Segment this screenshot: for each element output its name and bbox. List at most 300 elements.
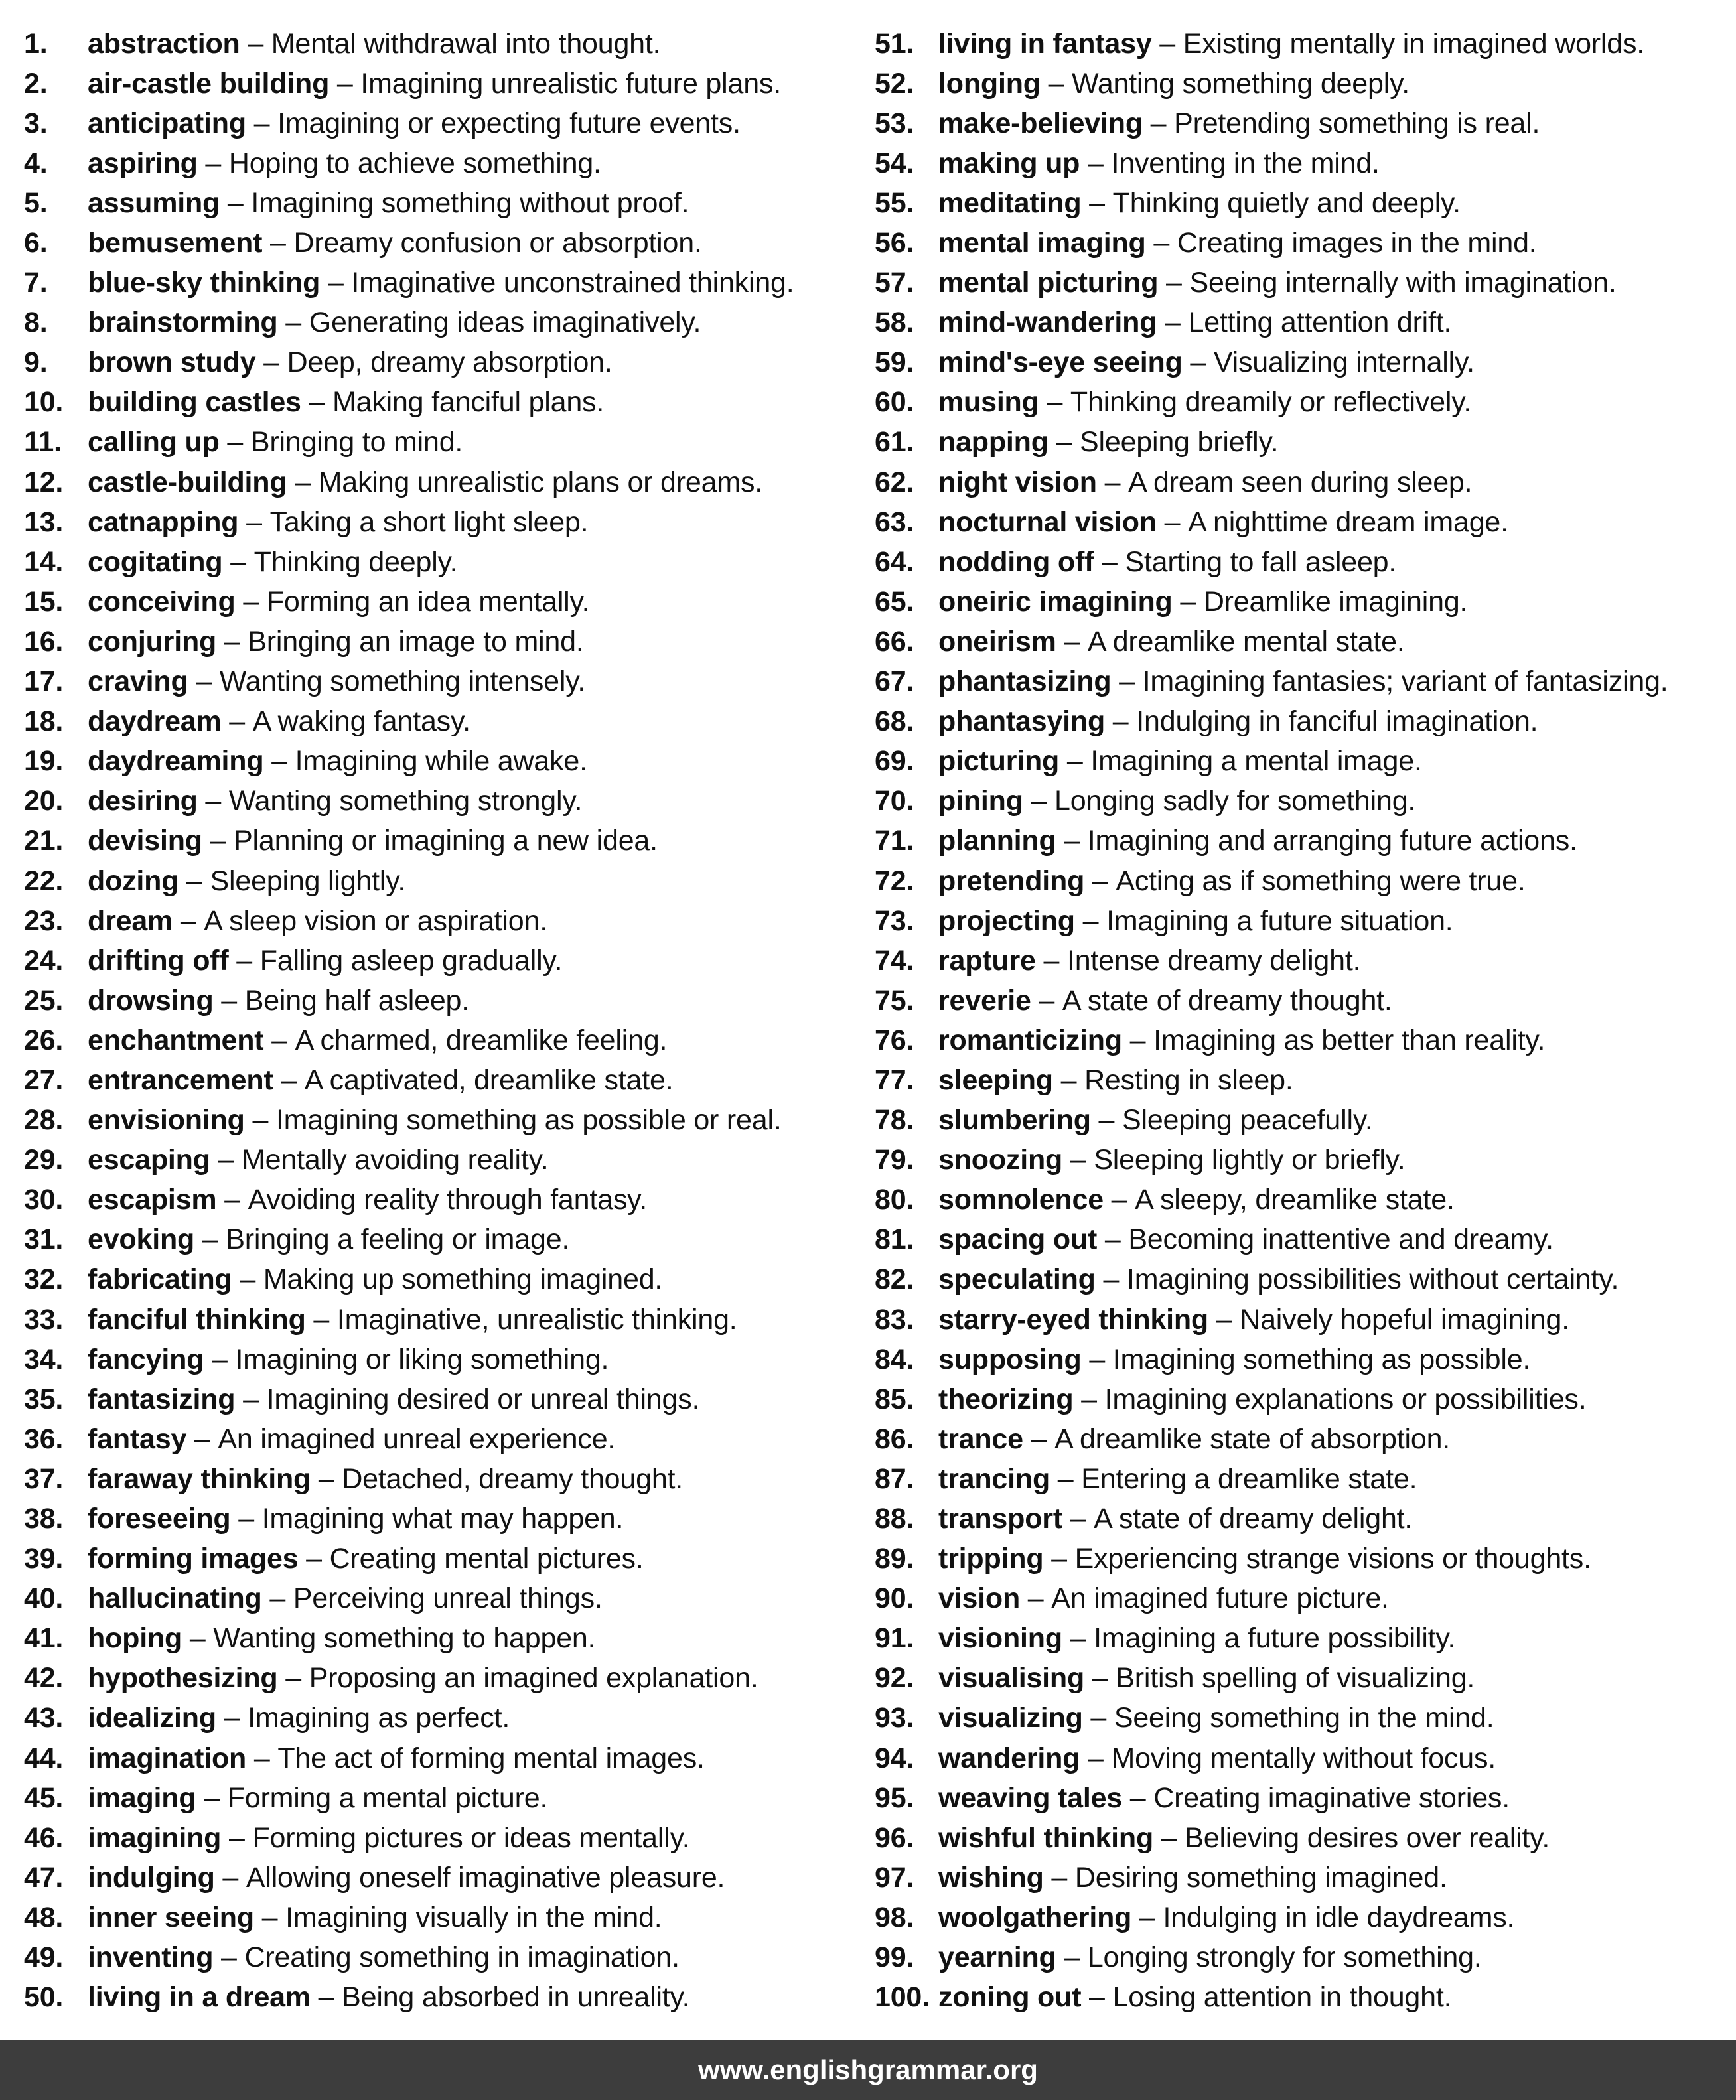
item-definition: Imagining desired or unreal things. [266,1383,700,1415]
list-item [24,502,794,542]
item-separator: – [188,665,220,698]
list-item [24,263,794,303]
list-item [875,622,1668,662]
item-term: rapture [938,944,1036,977]
item-separator: – [1095,1263,1127,1296]
item-number: 85. [875,1383,914,1415]
item-definition: Wanting something intensely. [219,665,586,698]
item-definition: Believing desires over reality. [1185,1821,1550,1854]
item-number: 93. [875,1702,914,1734]
item-definition: A state of dreamy thought. [1062,984,1392,1016]
list-item [875,1300,1668,1340]
item-term: hallucinating [88,1582,262,1615]
item-number: 17. [24,665,64,698]
list-item [24,343,794,383]
list-item [875,1020,1668,1060]
item-number: 28. [24,1104,64,1137]
item-separator: – [320,267,352,299]
item-number: 70. [875,785,914,817]
list-item [24,542,794,582]
item-term: snoozing [938,1144,1063,1176]
item-term: weaving tales [938,1782,1123,1814]
item-term: woolgathering [938,1901,1132,1933]
list-item [875,1978,1668,2018]
list-item [24,104,794,143]
item-number: 72. [875,865,914,897]
item-separator: – [263,745,295,778]
item-term: evoking [88,1224,195,1256]
item-number: 100. [875,1981,930,2014]
item-number: 16. [24,625,64,658]
item-term: planning [938,825,1056,857]
list-item [24,1619,794,1659]
item-term: reverie [938,984,1031,1016]
list-item [24,821,794,861]
item-term: nodding off [938,545,1094,578]
item-term: hypothesizing [88,1662,278,1695]
list-item [24,622,794,662]
item-term: fantasizing [88,1383,236,1415]
item-term: hoping [88,1622,182,1655]
list-item [24,1898,794,1937]
item-definition: Forming pictures or ideas mentally. [252,1821,690,1854]
item-definition: A state of dreamy delight. [1094,1503,1413,1535]
item-number: 54. [875,147,914,179]
item-definition: Making fanciful plans. [332,386,605,419]
item-separator: – [1040,67,1072,100]
list-item [24,423,794,462]
item-separator: – [179,865,210,897]
item-number: 83. [875,1303,914,1336]
item-definition: Thinking dreamily or reflectively. [1070,386,1472,419]
item-definition: Hoping to achieve something. [228,147,601,179]
item-definition: Seeing internally with imagination. [1189,267,1617,299]
list-item [875,462,1668,502]
item-separator: – [287,466,319,498]
item-number: 4. [24,147,48,179]
item-separator: – [186,1423,218,1455]
item-number: 18. [24,705,64,738]
list-item [875,1101,1668,1141]
item-definition: Bringing a feeling or image. [226,1224,570,1256]
item-term: pretending [938,865,1085,897]
list-item [24,1738,794,1778]
item-term: mind's-eye seeing [938,346,1183,379]
item-number: 56. [875,227,914,259]
item-number: 38. [24,1503,64,1535]
item-term: escapism [88,1184,217,1216]
item-number: 22. [24,865,64,897]
list-item [24,1978,794,2018]
item-definition: Sleeping lightly. [210,865,406,897]
item-number: 35. [24,1383,64,1415]
list-item [24,24,794,64]
list-item [875,981,1668,1020]
item-definition: A dreamlike mental state. [1087,625,1405,658]
item-definition: Desiring something imagined. [1074,1861,1447,1894]
item-definition: Imagining explanations or possibilities. [1104,1383,1587,1415]
item-term: forming images [88,1543,299,1575]
list-item [875,223,1668,263]
item-term: theorizing [938,1383,1074,1415]
item-number: 26. [24,1024,64,1056]
list-item [875,1898,1668,1937]
list-item [24,1260,794,1300]
item-term: speculating [938,1263,1096,1296]
item-term: brainstorming [88,307,278,339]
item-definition: An imagined unreal experience. [218,1423,616,1455]
item-number: 90. [875,1582,914,1615]
item-separator: – [1156,506,1189,538]
list-item [24,941,794,981]
item-definition: Seeing something in the mind. [1114,1702,1494,1734]
list-item [875,343,1668,383]
item-definition: Falling asleep gradually. [259,944,563,977]
list-item [875,263,1668,303]
item-separator: – [1062,1503,1094,1535]
item-term: somnolence [938,1184,1104,1216]
item-term: tripping [938,1543,1044,1575]
list-item [875,582,1668,622]
item-definition: Sleeping peacefully. [1121,1104,1373,1137]
list-item [24,861,794,901]
item-term: craving [88,665,188,698]
item-separator: – [1105,705,1137,738]
item-separator: – [1094,545,1125,578]
item-term: making up [938,147,1080,179]
item-definition: Making unrealistic plans or dreams. [318,466,762,498]
item-number: 41. [24,1622,64,1655]
item-term: living in fantasy [938,27,1152,60]
list-item [875,303,1668,343]
item-separator: – [1151,27,1183,60]
item-separator: – [1023,785,1054,817]
list-item [875,1260,1668,1300]
item-separator: – [1090,1104,1122,1137]
item-term: entrancement [88,1064,273,1096]
item-separator: – [1080,147,1112,179]
item-term: assuming [88,186,220,219]
item-term: phantasizing [938,665,1112,698]
item-number: 14. [24,545,64,578]
item-term: idealizing [88,1702,216,1734]
item-definition: A dream seen during sleep. [1128,466,1473,498]
list-item [875,24,1668,64]
item-definition: Detached, dreamy thought. [342,1462,684,1495]
item-separator: – [1158,267,1190,299]
item-term: mind-wandering [938,307,1157,339]
list-item [24,1579,794,1619]
item-number: 45. [24,1782,64,1814]
item-separator: – [238,506,270,538]
item-term: wishing [938,1861,1044,1894]
item-definition: Visualizing internally. [1213,346,1475,379]
item-term: imagining [88,1821,222,1854]
item-separator: – [1182,346,1214,379]
item-separator: – [1043,1543,1075,1575]
item-separator: – [1122,1782,1154,1814]
item-definition: Forming a mental picture. [227,1782,548,1814]
list-item [24,1020,794,1060]
item-number: 8. [24,307,48,339]
item-number: 69. [875,745,914,778]
item-number: 37. [24,1462,64,1495]
list-item [875,183,1668,223]
item-definition: Deep, dreamy absorption. [287,346,613,379]
item-separator: – [1023,1423,1055,1455]
item-number: 3. [24,107,48,139]
item-separator: – [301,386,332,419]
item-separator: – [1145,227,1177,259]
list-item [24,1180,794,1220]
item-definition: Thinking quietly and deeply. [1112,186,1461,219]
item-separator: – [230,1503,262,1535]
item-separator: – [216,625,248,658]
item-number: 99. [875,1941,914,1974]
item-definition: Imagining as perfect. [248,1702,510,1734]
item-term: wandering [938,1742,1080,1774]
item-definition: Proposing an imagined explanation. [309,1662,759,1695]
item-number: 63. [875,506,914,538]
item-number: 61. [875,426,914,458]
item-separator: – [1062,1622,1094,1655]
item-definition: Experiencing strange visions or thoughts. [1074,1543,1591,1575]
list-item [24,742,794,782]
item-term: dream [88,904,173,937]
item-term: blue-sky thinking [88,267,321,299]
item-separator: – [1074,904,1107,937]
item-separator: – [1084,1662,1116,1695]
list-item [24,383,794,423]
item-definition: Creating something in imagination. [244,1941,680,1974]
item-definition: Losing attention in thought. [1112,1981,1452,2014]
item-definition: Imagining possibilities without certainty. [1126,1263,1619,1296]
item-separator: – [216,1702,248,1734]
item-separator: – [310,1981,342,2014]
item-separator: – [1056,625,1088,658]
list-item [24,981,794,1020]
item-definition: Inventing in the mind. [1111,147,1380,179]
list-item [875,1539,1668,1579]
item-number: 74. [875,944,914,977]
item-number: 6. [24,227,48,259]
item-number: 23. [24,904,64,937]
item-number: 44. [24,1742,64,1774]
item-separator: – [1153,1821,1185,1854]
list-item [875,423,1668,462]
item-separator: – [232,1263,263,1296]
item-separator: – [1131,1901,1163,1933]
item-term: imaging [88,1782,196,1814]
item-term: trancing [938,1462,1050,1495]
item-term: air-castle building [88,67,330,100]
word-list-column-left [24,24,794,2018]
item-definition: Creating mental pictures. [329,1543,644,1575]
item-definition: Imagining while awake. [295,745,587,778]
item-definition: Existing mentally in imagined worlds. [1183,27,1645,60]
item-separator: – [221,1821,253,1854]
item-term: inventing [88,1941,214,1974]
item-separator: – [173,904,204,937]
item-term: devising [88,825,202,857]
list-item [875,1938,1668,1978]
item-number: 1. [24,27,48,60]
item-number: 59. [875,346,914,379]
item-term: meditating [938,186,1082,219]
list-item [24,1858,794,1898]
item-definition: Creating imaginative stories. [1153,1782,1510,1814]
item-separator: – [277,1662,309,1695]
item-number: 89. [875,1543,914,1575]
item-separator: – [1081,1981,1113,2014]
item-number: 60. [875,386,914,419]
item-definition: Bringing to mind. [250,426,463,458]
item-number: 62. [875,466,914,498]
item-term: abstraction [88,27,240,60]
list-item [24,1659,794,1699]
item-definition: Imaginative unconstrained thinking. [351,267,794,299]
item-separator: – [1103,1184,1135,1216]
item-separator: – [1142,107,1175,139]
list-item [24,64,794,104]
item-term: escaping [88,1144,210,1176]
list-item [24,1499,794,1539]
item-definition: Taking a short light sleep. [269,506,589,538]
list-item [24,1818,794,1858]
list-item [24,183,794,223]
item-term: conceiving [88,585,236,618]
item-term: foreseeing [88,1503,231,1535]
list-item [875,1379,1668,1419]
item-number: 25. [24,984,64,1016]
list-item [24,303,794,343]
item-definition: Planning or imagining a new idea. [234,825,658,857]
item-separator: – [1080,1742,1112,1774]
list-item [24,1379,794,1419]
item-number: 48. [24,1901,64,1933]
item-number: 33. [24,1303,64,1336]
list-item [24,582,794,622]
list-item [875,1419,1668,1459]
item-number: 50. [24,1981,64,2014]
item-definition: Being half asleep. [244,984,469,1016]
item-number: 64. [875,545,914,578]
item-number: 86. [875,1423,914,1455]
item-term: projecting [938,904,1075,937]
list-item [24,1141,794,1180]
item-term: starry-eyed thinking [938,1303,1208,1336]
item-term: mental imaging [938,227,1146,259]
item-separator: – [1043,1861,1075,1894]
item-number: 88. [875,1503,914,1535]
item-definition: Thinking deeply. [253,545,458,578]
item-separator: – [277,307,309,339]
list-item [875,1659,1668,1699]
item-separator: – [220,186,252,219]
item-definition: Wanting something to happen. [213,1622,596,1655]
item-term: transport [938,1503,1062,1535]
item-definition: Longing sadly for something. [1054,785,1416,817]
item-number: 34. [24,1343,64,1375]
item-separator: – [1208,1303,1240,1336]
item-separator: – [197,147,229,179]
item-separator: – [1020,1582,1052,1615]
item-definition: A sleep vision or aspiration. [204,904,547,937]
item-definition: Resting in sleep. [1084,1064,1293,1096]
footer-url: www.englishgrammar.org [698,2054,1038,2085]
item-term: trance [938,1423,1023,1455]
item-definition: A waking fantasy. [252,705,470,738]
word-list-column-right [875,24,1668,2018]
item-definition: Dreamlike imagining. [1203,585,1468,618]
item-term: wishful thinking [938,1821,1154,1854]
item-term: desiring [88,785,198,817]
item-number: 95. [875,1782,914,1814]
list-item [875,1499,1668,1539]
item-separator: – [197,785,229,817]
list-item [875,104,1668,143]
item-term: daydream [88,705,222,738]
list-item [875,742,1668,782]
item-number: 12. [24,466,64,498]
item-number: 10. [24,386,64,419]
item-separator: – [1062,1144,1094,1176]
item-separator: – [196,1782,228,1814]
list-item [24,462,794,502]
item-definition: Avoiding reality through fantasy. [248,1184,647,1216]
item-term: pining [938,785,1023,817]
item-number: 65. [875,585,914,618]
item-term: zoning out [938,1981,1082,2014]
item-number: 7. [24,267,48,299]
item-definition: A sleepy, dreamlike state. [1135,1184,1455,1216]
item-number: 21. [24,825,64,857]
list-item [875,64,1668,104]
list-item [875,1699,1668,1738]
item-number: 13. [24,506,64,538]
item-separator: – [228,944,260,977]
item-number: 92. [875,1662,914,1695]
item-definition: Wanting something deeply. [1072,67,1410,100]
item-number: 19. [24,745,64,778]
item-term: brown study [88,346,256,379]
item-term: slumbering [938,1104,1091,1137]
item-number: 30. [24,1184,64,1216]
item-number: 81. [875,1224,914,1256]
item-separator: – [213,1941,245,1974]
item-definition: The act of forming mental images. [277,1742,705,1774]
list-item [875,1619,1668,1659]
item-separator: – [1035,944,1067,977]
item-separator: – [235,1383,267,1415]
item-separator: – [255,346,287,379]
list-item [875,1180,1668,1220]
list-item [24,1778,794,1818]
item-term: nocturnal vision [938,506,1157,538]
item-term: visualizing [938,1702,1083,1734]
item-separator: – [240,27,271,60]
item-term: inner seeing [88,1901,254,1933]
item-definition: Indulging in fanciful imagination. [1136,705,1538,738]
item-separator: – [1082,1702,1114,1734]
list-item [24,782,794,821]
item-number: 79. [875,1144,914,1176]
item-number: 66. [875,625,914,658]
item-number: 24. [24,944,64,977]
item-term: drifting off [88,944,229,977]
item-separator: – [1157,307,1189,339]
item-separator: – [210,1144,242,1176]
